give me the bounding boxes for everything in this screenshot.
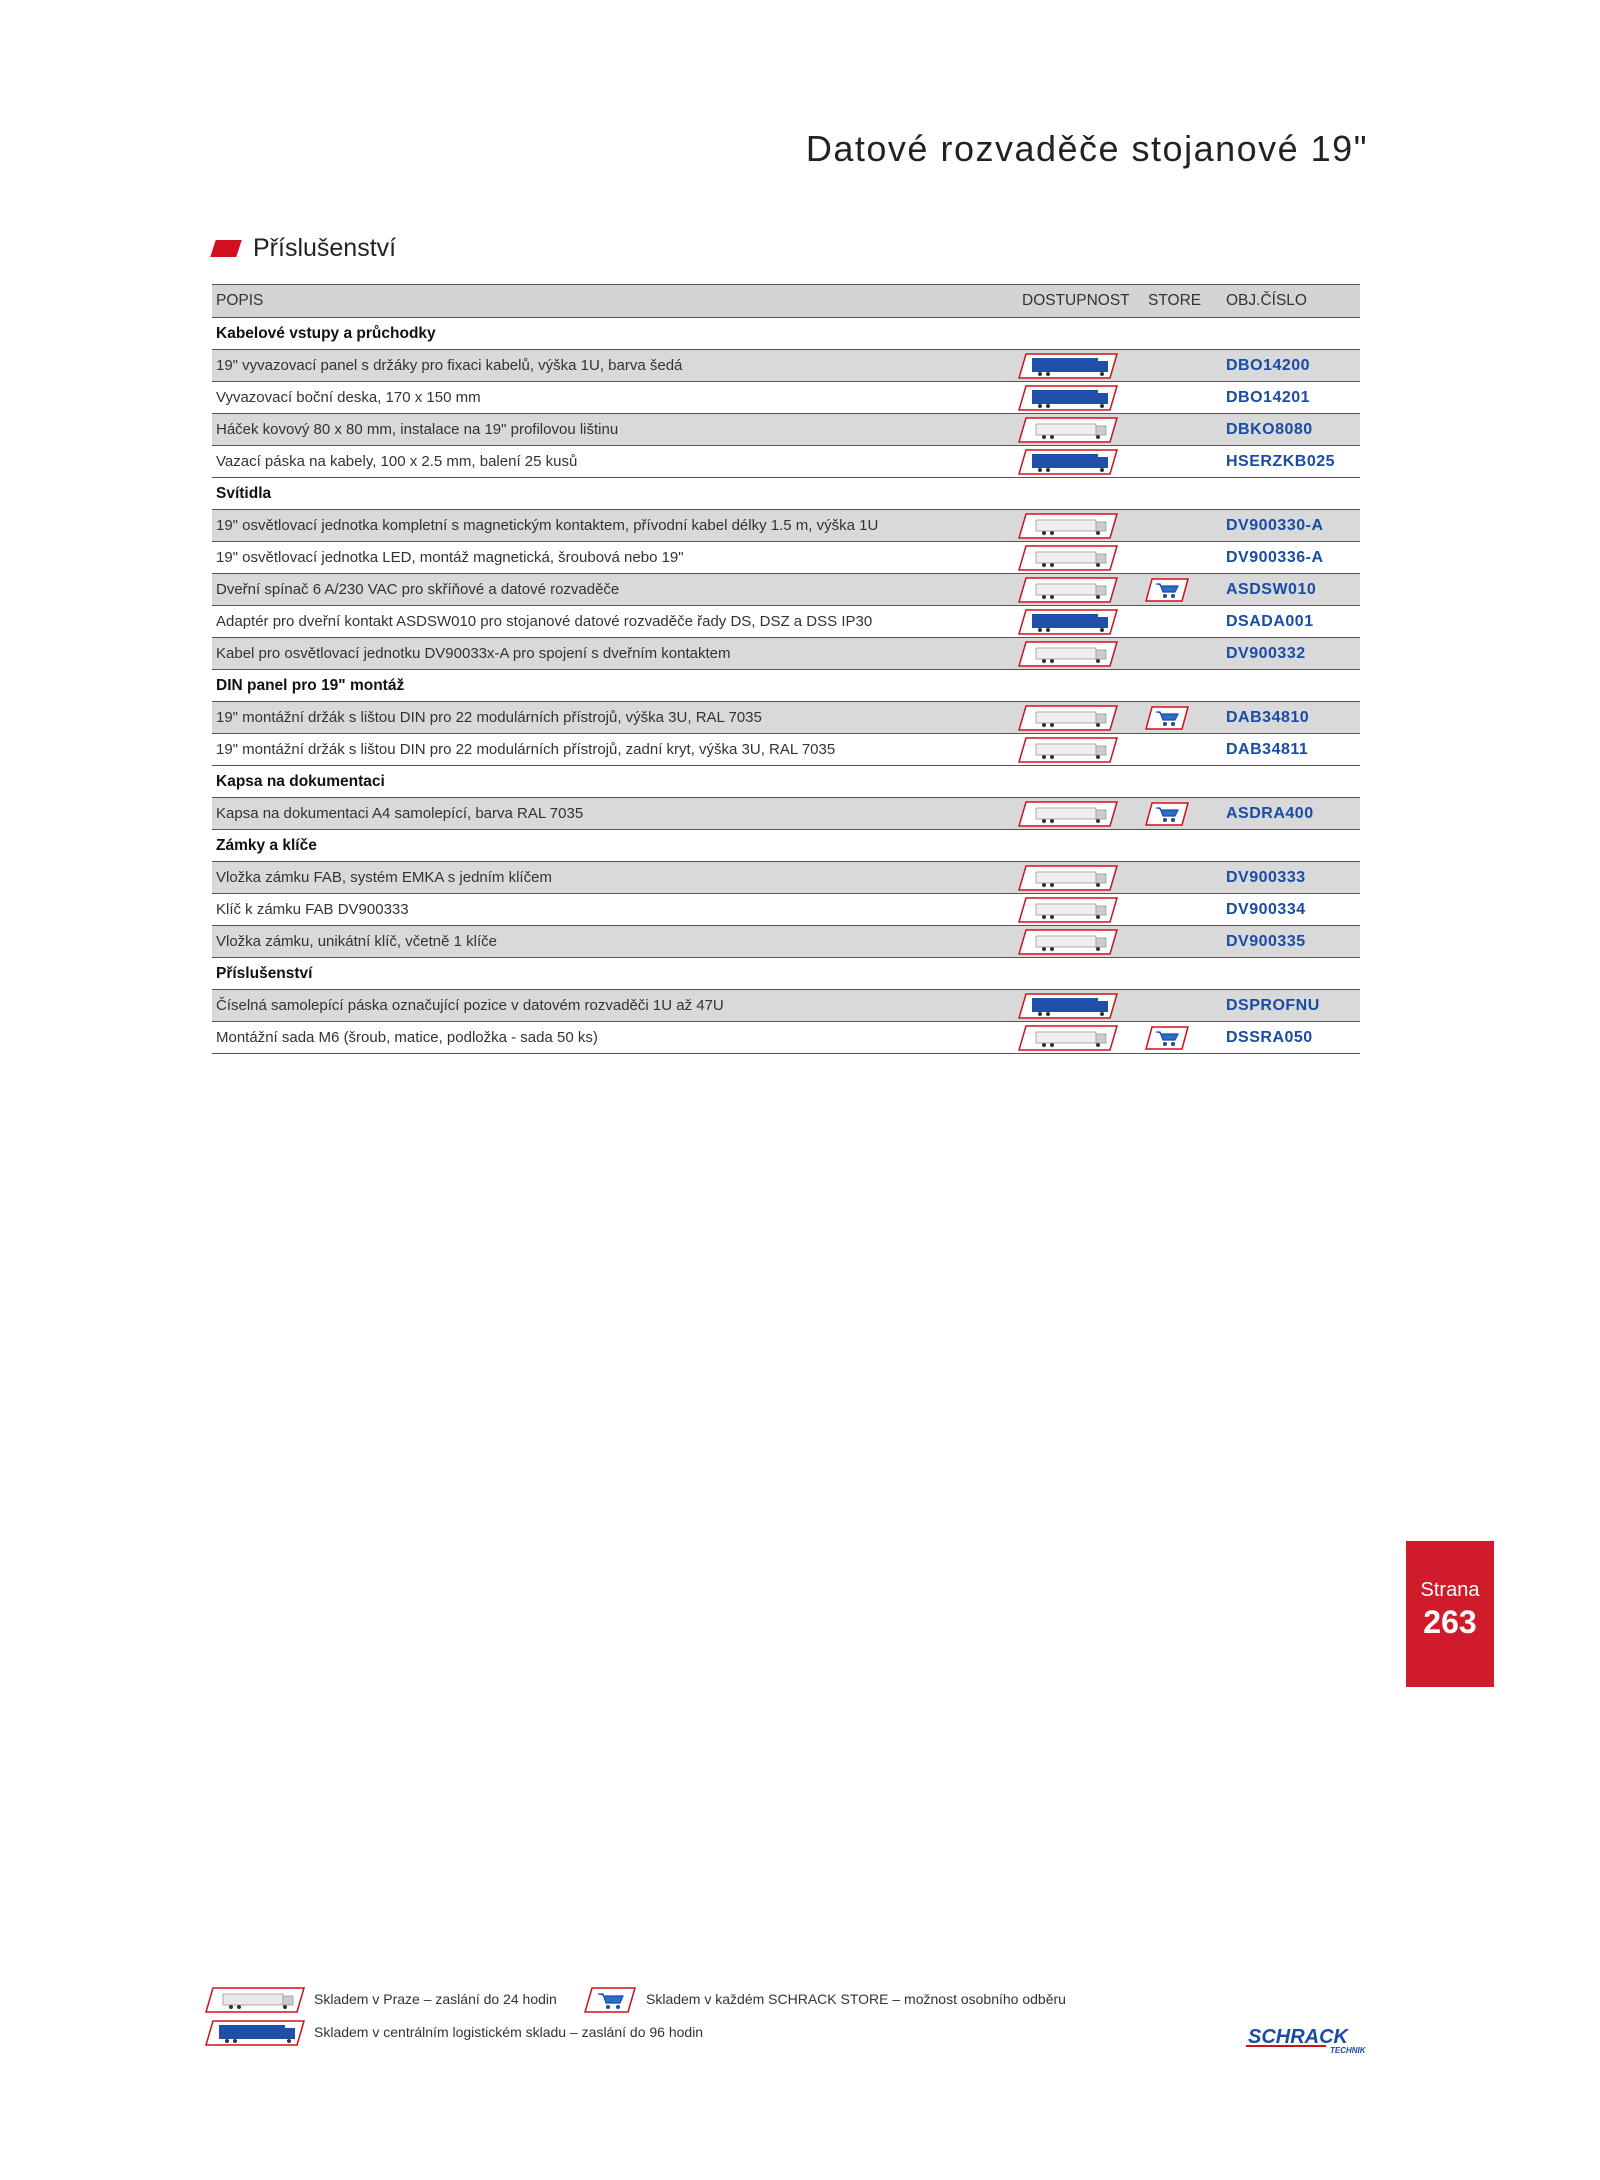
truck-white-icon: [1018, 417, 1118, 443]
table-row: [212, 382, 1360, 414]
truck-white-icon: [1018, 1025, 1118, 1051]
header-store: STORE: [1148, 292, 1202, 309]
truck-blue-icon: [1018, 449, 1118, 475]
order-code: DV900336-A: [1226, 549, 1324, 566]
table-header: [212, 284, 1360, 318]
table-group-row: [212, 318, 1360, 350]
row-description: Kapsa na dokumentaci A4 samolepící, barva RAL 7035: [216, 805, 584, 822]
truck-white-icon: [1018, 641, 1118, 667]
row-description: Adaptér pro dveřní kontakt ASDSW010 pro stojanové datové rozvaděče řady DS, DSZ a DSS IP30: [216, 613, 873, 630]
order-code: DAB34810: [1226, 709, 1310, 726]
table-row: [212, 414, 1360, 446]
truck-white-icon: [1018, 897, 1118, 923]
row-description: Číselná samolepící páska označující pozice v datovém rozvaděči 1U až 47U: [216, 997, 724, 1014]
page-tab-label: Strana: [1420, 1579, 1480, 1601]
group-title: DIN panel pro 19" montáž: [216, 677, 405, 694]
truck-white-icon: [1018, 801, 1118, 827]
order-code: DV900335: [1226, 933, 1306, 950]
row-description: 19" osvětlovací jednotka kompletní s magnetickým kontaktem, přívodní kabel délky 1.5 m, výška 1U: [216, 517, 879, 534]
order-code: DV900334: [1226, 901, 1306, 918]
row-description: Montážní sada M6 (šroub, matice, podložka - sada 50 ks): [216, 1029, 598, 1046]
table-row: [212, 350, 1360, 382]
row-description: 19" osvětlovací jednotka LED, montáž magnetická, šroubová nebo 19": [216, 549, 684, 566]
order-code: DV900333: [1226, 869, 1306, 886]
group-title: Kabelové vstupy a průchodky: [216, 325, 436, 342]
row-description: Vložka zámku FAB, systém EMKA s jedním klíčem: [216, 869, 552, 886]
order-code: DV900330-A: [1226, 517, 1324, 534]
order-code: DSADA001: [1226, 613, 1314, 630]
truck-white-icon: [205, 1987, 305, 2013]
legend-prague: Skladem v Praze – zaslání do 24 hodin: [314, 1991, 557, 2007]
header-dostupnost: DOSTUPNOST: [1022, 292, 1130, 309]
group-title: Kapsa na dokumentaci: [216, 773, 385, 790]
group-title: Svítidla: [216, 485, 272, 502]
truck-white-icon: [1018, 705, 1118, 731]
truck-blue-icon: [1018, 993, 1118, 1019]
order-code: ASDRA400: [1226, 805, 1314, 822]
order-code: DBO14201: [1226, 389, 1311, 406]
table-row: [212, 510, 1360, 542]
header-popis: POPIS: [216, 292, 264, 309]
truck-blue-icon: [1018, 353, 1118, 379]
page-number: 263: [1423, 1604, 1477, 1640]
table-row: [212, 702, 1360, 734]
table-row: [212, 574, 1360, 606]
table-row: [212, 798, 1360, 830]
truck-white-icon: [1018, 513, 1118, 539]
truck-blue-icon: [205, 2020, 305, 2046]
group-title: Zámky a klíče: [216, 837, 317, 854]
row-description: Klíč k zámku FAB DV900333: [216, 901, 409, 918]
table-row: [212, 862, 1360, 894]
legend-central: Skladem v centrálním logistickém skladu – zaslání do 96 hodin: [314, 2024, 704, 2040]
row-description: Dveřní spínač 6 A/230 VAC pro skříňové a datové rozvaděče: [216, 581, 620, 598]
table-row: [212, 990, 1360, 1022]
table-row: [212, 638, 1360, 670]
row-description: Vyvazovací boční deska, 170 x 150 mm: [216, 389, 481, 406]
row-description: Kabel pro osvětlovací jednotku DV90033x-A pro spojení s dveřním kontaktem: [216, 645, 731, 662]
cart-icon: [1145, 578, 1189, 602]
page-number-tab: [1406, 1541, 1494, 1687]
table-row: [212, 894, 1360, 926]
table-group-row: [212, 766, 1360, 798]
group-title: Příslušenství: [216, 965, 313, 982]
schrack-logo: [1244, 2023, 1370, 2057]
order-code: DSSRA050: [1226, 1029, 1313, 1046]
cart-icon: [1145, 706, 1189, 730]
truck-blue-icon: [1018, 609, 1118, 635]
table-row: [212, 446, 1360, 478]
order-code: DSPROFNU: [1226, 997, 1320, 1014]
cart-icon: [1145, 1026, 1189, 1050]
truck-blue-icon: [1018, 385, 1118, 411]
row-description: 19" montážní držák s lištou DIN pro 22 modulárních přístrojů, zadní kryt, výška 3U, RAL 7035: [216, 741, 836, 758]
order-code: DBKO8080: [1226, 421, 1313, 438]
table-row: [212, 542, 1360, 574]
truck-white-icon: [1018, 865, 1118, 891]
table-group-row: [212, 958, 1360, 990]
logo-subtext: TECHNIK: [1330, 2046, 1366, 2055]
truck-white-icon: [1018, 929, 1118, 955]
section-heading: [213, 234, 396, 263]
truck-white-icon: [1018, 545, 1118, 571]
cart-icon: [584, 1987, 636, 2013]
table-row: [212, 926, 1360, 958]
logo-text: SCHRACK: [1248, 2026, 1348, 2048]
table-group-row: [212, 830, 1360, 862]
row-description: Vložka zámku, unikátní klíč, včetně 1 klíče: [216, 933, 497, 950]
truck-white-icon: [1018, 577, 1118, 603]
order-code: ASDSW010: [1226, 581, 1317, 598]
page-title: Datové rozvaděče stojanové 19": [805, 128, 1368, 169]
table-group-row: [212, 670, 1360, 702]
order-code: HSERZKB025: [1226, 453, 1336, 470]
legend-store: Skladem v každém SCHRACK STORE – možnost osobního odběru: [646, 1991, 1066, 2007]
row-description: Háček kovový 80 x 80 mm, instalace na 19" profilovou lištinu: [216, 421, 619, 438]
header-obj-cislo: OBJ.ČÍSLO: [1226, 292, 1307, 309]
table-row: [212, 734, 1360, 766]
table-row: [212, 1022, 1360, 1054]
row-description: 19" vyvazovací panel s držáky pro fixaci kabelů, výška 1U, barva šedá: [216, 357, 683, 374]
row-description: Vazací páska na kabely, 100 x 2.5 mm, balení 25 kusů: [216, 453, 578, 470]
order-code: DBO14200: [1226, 357, 1311, 374]
row-description: 19" montážní držák s lištou DIN pro 22 modulárních přístrojů, výška 3U, RAL 7035: [216, 709, 762, 726]
section-marker: [210, 240, 242, 257]
truck-white-icon: [1018, 737, 1118, 763]
order-code: DAB34811: [1226, 741, 1309, 758]
table-row: [212, 606, 1360, 638]
product-table: [212, 284, 1360, 1054]
cart-icon: [1145, 802, 1189, 826]
order-code: DV900332: [1226, 645, 1306, 662]
table-group-row: [212, 478, 1360, 510]
section-title: Příslušenství: [253, 234, 397, 262]
